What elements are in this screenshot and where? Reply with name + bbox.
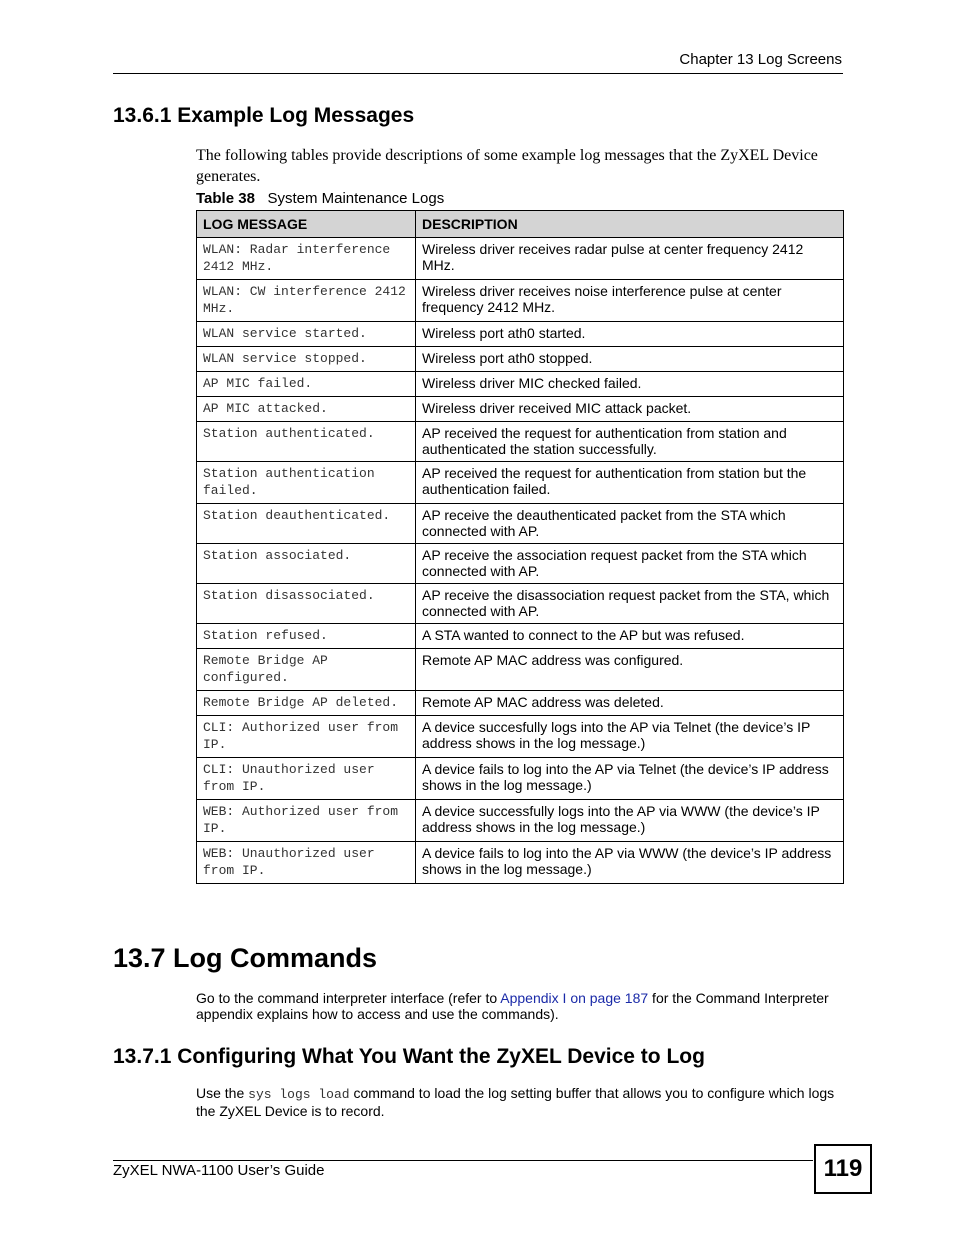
table-row bbox=[197, 422, 844, 462]
table-row bbox=[197, 238, 844, 280]
section-heading-13-7: 13.7 Log Commands bbox=[113, 943, 378, 973]
log-message-cell: Station authentication failed. bbox=[197, 462, 416, 504]
appendix-link[interactable]: Appendix I on page 187 bbox=[500, 990, 649, 1006]
table-row bbox=[197, 584, 844, 624]
configure-log-paragraph bbox=[196, 1085, 846, 1119]
table-row bbox=[197, 716, 844, 758]
table-row bbox=[197, 322, 844, 347]
table-row bbox=[197, 372, 844, 397]
description-cell: A device fails to log into the AP via WWW (the device’s IP address shows in the log message.) bbox=[416, 842, 844, 884]
log-message-cell: Station disassociated. bbox=[197, 584, 416, 624]
description-cell: AP received the request for authentication from station but the authentication failed. bbox=[416, 462, 844, 504]
table-row bbox=[197, 624, 844, 649]
para-text-before: Use the bbox=[196, 1085, 249, 1101]
description-cell: AP receive the association request packet from the STA which connected with AP. bbox=[416, 544, 844, 584]
description-cell: Remote AP MAC address was deleted. bbox=[416, 691, 844, 716]
column-header-log-message: LOG MESSAGE bbox=[197, 211, 416, 238]
table-row bbox=[197, 649, 844, 691]
footer-rule bbox=[113, 1160, 813, 1161]
section-heading-13-6-1: 13.6.1 Example Log Messages bbox=[113, 104, 415, 127]
description-cell: AP receive the disassociation request packet from the STA, which connected with AP. bbox=[416, 584, 844, 624]
log-message-cell: CLI: Unauthorized user from IP. bbox=[197, 758, 416, 800]
table-row bbox=[197, 544, 844, 584]
table-row bbox=[197, 691, 844, 716]
log-message-cell: Station refused. bbox=[197, 624, 416, 649]
table-row bbox=[197, 504, 844, 544]
description-cell: Remote AP MAC address was configured. bbox=[416, 649, 844, 691]
command-code: sys logs load bbox=[248, 1087, 350, 1102]
log-message-cell: Station deauthenticated. bbox=[197, 504, 416, 544]
description-cell: Wireless driver receives noise interference pulse at center frequency 2412 MHz. bbox=[416, 280, 844, 322]
description-cell: Wireless port ath0 started. bbox=[416, 322, 844, 347]
log-message-cell: Station authenticated. bbox=[197, 422, 416, 462]
table-caption-label: Table 38 bbox=[196, 190, 255, 207]
description-cell: Wireless driver received MIC attack packet. bbox=[416, 397, 844, 422]
log-message-cell: AP MIC attacked. bbox=[197, 397, 416, 422]
log-message-cell: WLAN: Radar interference 2412 MHz. bbox=[197, 238, 416, 280]
description-cell: Wireless driver MIC checked failed. bbox=[416, 372, 844, 397]
description-cell: A STA wanted to connect to the AP but was refused. bbox=[416, 624, 844, 649]
table-row bbox=[197, 347, 844, 372]
para-text-after: command to load the log setting buffer that allows you to configure which logs the ZyXEL Device is to record. bbox=[196, 1085, 835, 1119]
para-text-before: Go to the command interpreter interface (refer to bbox=[196, 990, 501, 1006]
column-header-description: DESCRIPTION bbox=[416, 211, 844, 238]
description-cell: Wireless port ath0 stopped. bbox=[416, 347, 844, 372]
log-message-cell: WLAN: CW interference 2412 MHz. bbox=[197, 280, 416, 322]
header-rule bbox=[113, 73, 843, 74]
table-row bbox=[197, 462, 844, 504]
table-row bbox=[197, 397, 844, 422]
log-message-cell: Station associated. bbox=[197, 544, 416, 584]
table-caption bbox=[196, 190, 444, 207]
table-row bbox=[197, 842, 844, 884]
log-message-cell: Remote Bridge AP configured. bbox=[197, 649, 416, 691]
table-row bbox=[197, 280, 844, 322]
description-cell: AP received the request for authentication from station and authenticated the station successfully. bbox=[416, 422, 844, 462]
description-cell: Wireless driver receives radar pulse at center frequency 2412 MHz. bbox=[416, 238, 844, 280]
log-message-cell: CLI: Authorized user from IP. bbox=[197, 716, 416, 758]
running-header: Chapter 13 Log Screens bbox=[679, 51, 842, 68]
log-commands-paragraph bbox=[196, 990, 841, 1022]
footer-guide-title: ZyXEL NWA-1100 User’s Guide bbox=[113, 1162, 325, 1179]
log-message-cell: WLAN service started. bbox=[197, 322, 416, 347]
table-row bbox=[197, 758, 844, 800]
description-cell: A device succesfully logs into the AP via Telnet (the device’s IP address shows in the log message.) bbox=[416, 716, 844, 758]
system-maintenance-logs-table bbox=[196, 210, 844, 884]
description-cell: AP receive the deauthenticated packet from the STA which connected with AP. bbox=[416, 504, 844, 544]
description-cell: A device fails to log into the AP via Telnet (the device’s IP address shows in the log message.) bbox=[416, 758, 844, 800]
description-cell: A device successfully logs into the AP via WWW (the device’s IP address shows in the log message.) bbox=[416, 800, 844, 842]
log-message-cell: AP MIC failed. bbox=[197, 372, 416, 397]
page-number: 119 bbox=[814, 1144, 872, 1194]
log-message-cell: Remote Bridge AP deleted. bbox=[197, 691, 416, 716]
log-message-cell: WLAN service stopped. bbox=[197, 347, 416, 372]
section-heading-13-7-1: 13.7.1 Configuring What You Want the ZyXEL Device to Log bbox=[113, 1045, 705, 1068]
intro-paragraph: The following tables provide descriptions of some example log messages that the ZyXEL Device generates. bbox=[196, 147, 818, 185]
table-caption-text: System Maintenance Logs bbox=[267, 190, 445, 207]
table-row bbox=[197, 800, 844, 842]
log-message-cell: WEB: Unauthorized user from IP. bbox=[197, 842, 416, 884]
table-header-row bbox=[197, 211, 844, 238]
log-message-cell: WEB: Authorized user from IP. bbox=[197, 800, 416, 842]
para-text-after: for the Command Interpreter appendix explains how to access and use the commands). bbox=[196, 990, 829, 1022]
